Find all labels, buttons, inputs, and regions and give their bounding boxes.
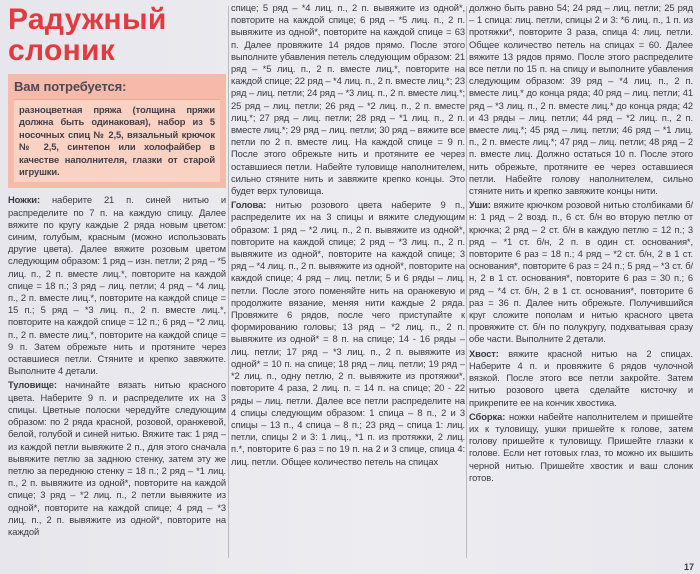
materials-text: разноцветная пряжа (толщина пряжи должна быть одинаковая), набор из 5 носочных спиц № 2,5, вязальный крючок № 2,5, синтепон или холофайбер в качестве наполнителя, глазки от старой игрушки. (14, 99, 220, 182)
column-1 (8, 0, 226, 560)
legs-heading: Ножки: (8, 194, 40, 206)
page-title: Радужный слоник (8, 3, 167, 67)
assembly-paragraph (469, 411, 693, 484)
head-continued: должно быть равно 54; 24 ряд – лиц. петли; 25 ряд – 1 спица: лиц. петли, спицы 2 и 3: *6 лиц. п., 1 п. из протяжки*, повторите 3 раза, спица 4: лиц. петли. Общее количество петель на спицах = 60. Далее вяжите 13 рядов прямо. После этого распределите все петли по 15 п. на спицу и выполните убавления следующим образом: 39 ряд – *4 лиц. п., 2 п. вместе лиц.* до конца ряда; 40 ряд – лиц. петли; 41 ряд – *3 лиц. п., 2 п. вместе лиц.* до конца ряда; 42 и 43 ряды – лиц. петли; 44 ряд – *2 лиц. п., 2 п. вместе лиц.*; 45 ряд – лиц. петли; 46 ряд – *1 лиц. п., 2 п. вместе лиц.*; 47 ряд – лиц. петли; 48 ряд – 2 п. вместе лиц. Должно остаться 10 п. После этого нить обрежьте, протяните ее через оставшиеся петли. Набейте голову наполнителем, сильно стяните нить и крепко завяжите концы нити. (469, 2, 693, 197)
head-text: нитью розового цвета наберите 9 п., распределите их на 3 спицы и вяжите следующим образом: 1 ряд – *2 лиц. п., 2 п. вывяжите из одной*, повторите на каждой спице; 2 ряд – *3 лиц. п., 2 п. вывяжите из одной*, повторите на каждой спице; 3 ряд – *4 лиц. п., 2 п. вывяжите из одной*, повторите на каждой спице; 4 ряд – лиц. петли; 5 и 6 ряды – лиц. петли. После этого поменяйте нить на оранжевую и продолжите вязание, меняя нити каждые 2 ряда. Провяжите 6 рядов, после чего приступайте к формированию головы; 13 ряд – *2 лиц. п., 2 п. вывяжите из одной* = 8 п. на спице; 14 - 16 ряды – лиц. петли; 17 ряд – *3 лиц. п., 2 п. вывяжите из одной* = 10 п. на спице; 18 ряд – лиц. петли; 19 ряд – *2 лиц. п., одну петлю, 2 п. вывяжите из протяжки*, повторите 4 раза, 2 лиц. п. = 14 п. на спице; 20 - 22 ряды – лиц. петли. Далее все петли распределите на 4 спицы следующим образом: 1 спица – 8 п., 2 и 3 спицы – 13 п., 4 спица – 8 п.; 23 ряд – спица 1: лиц. петли, спицы 2 и 3: 1 лиц., *1 п. из протяжки, 2 лиц. п.*, повторите 6 раз = по 19 п. на 2 и 3 спице, спица 4: лиц. петли. Общее количество петель на спицах (231, 199, 465, 467)
column-divider (228, 6, 229, 558)
materials-heading: Вам потребуется: (14, 79, 127, 94)
column-3 (469, 2, 693, 560)
assembly-text: ножки набейте наполнителем и пришейте их к туловищу, ушки пришейте к голове, затем голову пришейте к туловищу. Пришейте глазки к голове. Если нет готовых глаз, то можно их вышить черной нитью. Пришейте хвостик и ваш слоник готов. (469, 410, 693, 483)
body-text: начинайте вязать нитью красного цвета. Наберите 9 п. и распределите их на 3 спицы. Цветные полоски чередуйте следующим образом: по 2 ряда красной, розовой, оранжевой, белой, голубой и синей нитью. Вяжите так: 1 ряд – из каждой петли вывяжите 2 п., для этого сначала вывяжите петлю за заднюю стенку, затем эту же петлю за переднюю стенку = 18 п.; 2 ряд – *1 лиц. п., 2 п. вывяжите из одной*, повторите на каждой спице; 3 ряд – *2 лиц. п., 2 петли вывяжите из одной*, повторите на каждой спице; 4 ряд – *3 лиц. п., 2 п. вывяжите из одной*, повторите на каждой (8, 379, 226, 537)
assembly-heading: Сборка: (469, 410, 506, 422)
tail-heading: Хвост: (469, 347, 499, 359)
body-heading: Туловище: (8, 379, 57, 391)
legs-text: наберите 21 п. синей нитью и распределите по 7 п. на каждую спицу. Далее вяжите по кругу каждые 2 ряда новым цветом: синим, голубым, красным (можно использовать другие цвета). Далее вяжите розовым цветом следующим образом: 1 ряд – изн. петли; 2 ряд – *5 лиц. п., 2 п. вместе лиц.*, повторите на каждой спице = 18 п.; 3 ряд – лиц. петли; 4 ряд – *4 лиц. п., 2 п. вместе лиц.*, повторите на каждой спице = 15 п.; 5 ряд – *3 лиц. п., 2 п. вместе лиц.*, повторите на каждой спице = 12 п.; 6 ряд – *2 лиц. п., 2 п. вместе лиц.*, повторите на каждой спице = 9 п. Затем обрежьте нить и протяните через оставшиеся петли. Стяните и крепко завяжите. Выполните 4 детали. (8, 194, 226, 377)
legs-paragraph (8, 194, 226, 377)
page-number: 17 (683, 562, 694, 572)
ears-paragraph (469, 199, 693, 345)
head-paragraph (231, 199, 465, 467)
tail-paragraph (469, 348, 693, 409)
materials-box (8, 74, 226, 188)
head-heading: Голова: (231, 199, 267, 211)
body-paragraph (8, 379, 226, 538)
column-2 (231, 2, 465, 560)
tail-text: вяжите красной нитью на 2 спицах. Наберите 4 п. и провяжите 6 рядов чулочной вязкой. После этого все петли закройте. Затем нитью розового цвета сделайте кисточку и прикрепите ее на кончик хвостика. (469, 347, 693, 408)
body-continued: спице; 5 ряд – *4 лиц. п., 2 п. вывяжите из одной*, повторите на каждой спице; 6 ряд – *5 лиц. п., 2 п. вывяжите из одной*, повторите на каждой спице = 63 п. Далее провяжите 14 рядов прямо. После этого выполните убавления петель следующим образом: 21 ряд – *5 лиц. п., 2 п. вместе лиц.*, повторите на каждой спице; 22 ряд – *4 лиц. п., 2 п. вместе лиц.*; 23 ряд – лиц. петли; 24 ряд – *3 лиц. п., 2 п. вместе лиц.*; 25 ряд – лиц. петли; 26 ряд – *2 лиц. п., 2 п. вместе лиц.*; 27 ряд – лиц. петли; 28 ряд – *1 лиц. п., 2 п. вместе лиц.*; 29 ряд – лиц. петли; 30 ряд – вяжите все петли по 2 п. вместе лиц. На каждой спице = 9 п. После этого обрежьте нить и протяните ее через оставшиеся петли. Набейте туловище наполнителем, сильно стяните нить и завяжите крепко концы. Это будет верх туловища. (231, 2, 465, 197)
column-divider (466, 6, 467, 558)
ears-heading: Уши: (469, 199, 491, 211)
ears-text: вяжите крючком розовой нитью столбиками б/н: 1 ряд – 2 возд. п., 6 ст. б/н во вторую петлю от крючка; 2 ряд – 2 ст. б/н в каждую петлю = 12 п.; 3 ряд – *1 ст. б/н, 2 п. в один ст. основания*, повторите 6 раз = 18 п.; 4 ряд – *2 ст. б/н, 2 в 1 ст. основания*, повторите 6 раз = 24 п.; 5 ряд – *3 ст. б/н, 2 в 1 ст. основания*, повторите 6 раз = 30 п.; 6 ряд – *4 ст. б/н, 2 в 1 ст. основания*, повторите 6 раз = 36 п. Далее нить обрежьте. Получившийся круг сложите пополам и нитью красного цвета провяжите ст. б/н по полукругу, подхватывая сразу обе части. Выполните 2 детали. (469, 199, 693, 345)
